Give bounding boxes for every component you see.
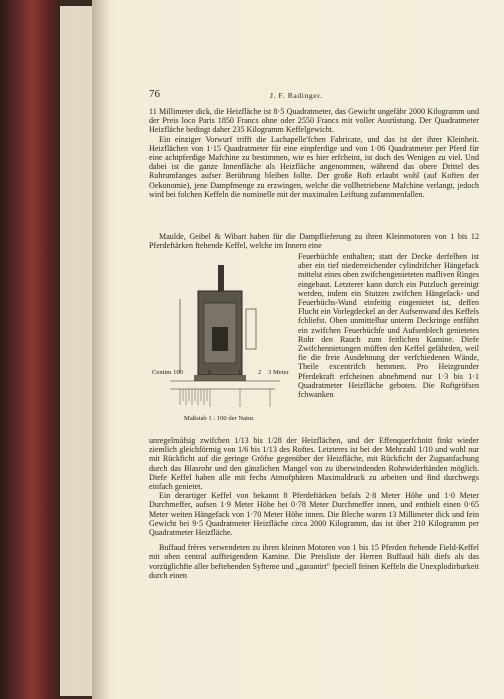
paragraph-6: Ein derartiger Keffel von bekannt 8 Pferdeftärken befafs 2·8 Meter Höhe und 1·0 Meter Durchmeffer, aufsen 1·9 Meter Höhe bei 0·78 Meter Durchmeffer innen, und enthielt einen 0·65 Meter weiten Hängefack von 1·70 Meter Höhe innen. Die Bleche waren 13 Millimeter dick und fein Gewicht bei 9·5 Quadratmeter Heizfläche circa 2000 Kilogramm, das ist über 210 Kilogramm per Quadratmeter Heizfläche. bbox=[149, 491, 479, 538]
paragraph-3: Maulde, Geibel & Wibart haben für die Dampflieferung zu ihren Kleinmotoren von 1 bis 12 Pferdeftärken ftehende Keffel, welche im Innern eine bbox=[149, 232, 479, 251]
paragraph-1: 11 Millimeter dick, die Heizfläche ist 8·5 Quadratmeter, das Gewicht ungefähr 2000 Kilogramm und der Preis loco Paris 1850 Francs ohne oder 2550 Francs mit voller Ausrüstung. Der Quadratmeter Heizfläche bedingt daher 235 Kilogramm Keffelgewicht. bbox=[149, 107, 479, 135]
gutter-shadow bbox=[92, 0, 110, 699]
scale-label-right: 3 Meter bbox=[268, 369, 289, 376]
scale-label-one: 1 bbox=[238, 369, 242, 376]
text-block-2 bbox=[149, 232, 479, 250]
text-block-1 bbox=[149, 107, 479, 199]
page-number: 76 bbox=[149, 88, 160, 100]
paragraph-7: Buffaud frères verwendeten zu ihren kleinen Motoren von 1 bis 15 Pferden ftehende Field-Keffel mit oben central auffteigendem Kamine. Die Preisliste der Herren Buffaud hält diefs als das vorzüglichfte aller beftehenden Syfteme und „garantirt" fpeciell feinen Keffeln die Unexplodirbarkeit durch einen bbox=[149, 543, 479, 580]
scale-label-left: Centim 100 bbox=[152, 369, 183, 376]
fire-door bbox=[212, 327, 228, 351]
boiler-figure bbox=[150, 255, 300, 427]
scale-label-zero: 0 bbox=[208, 369, 212, 376]
side-column bbox=[246, 309, 256, 349]
book-cover-edge bbox=[0, 0, 60, 699]
boiler-drawing bbox=[150, 255, 300, 427]
text-block-3 bbox=[149, 436, 479, 580]
scale-label-two: 2 bbox=[258, 369, 262, 376]
figure-caption: Maßstab 1 : 100 der Natur. bbox=[184, 415, 255, 422]
running-head: J. F. Radinger. bbox=[270, 91, 323, 100]
chimney bbox=[218, 265, 224, 291]
paragraph-4: Feuerbüchfe enthalten; statt der Decke derfelben ist aber ein tief niederreichender cylindrifcher Hängefack mittelst eines oben zwifchengenieteten mafliven Ringes eingebaut. Letzterer kann durch ein Putzloch gereinigt werden, indem ein Stutzen zwifchen Hängefack- und Feuerbüchs-Wand einfeitig eingenietet ist, deffen Flucht ein Vorlegdeckel an der Aufsenwand des Keffels fchliefst. Oben unmittelbar unterm Deckringe entführt ein zwifchen Feuerbüchfe und Aufsenblech genietetes Rohr den Rauch zum feitlichen Kamine. Diefe Zwifchennietungen müffen den Keffel gefährden, weil fie die freie Ausdehnung der verfchiedenen Wände, Theile excentrifch hemmen. Pro Heizgrunder Pferdekraft erfcheinen abnehmend nur 1·3 bis 1·1 Quadratmeter Heizfläche geboten. Die Roftgröfsen fchwanken bbox=[298, 252, 479, 400]
paragraph-2: Ein einziger Vorwurf trifft die Lachapelle'fchen Fabricate, und das ist der ihrer Kleinheit. Heizflächen von 1·15 Quadratmeter für eine einpferdige und von 1·06 Quadratmeter per Pferd für eine achtpferdige Mafchine zu bestimmen, wie es hier erfcheint, ist doch des Wenigen zu viel. Und dabei ist die ganze Innenfläche als Heizfläche angenommen, während das obere Drittel des Rohrumfanges aufser Berührung bleiben follte. Der große Roft erlaubt wohl (auf Koften der Oekonomie), jene Dampfmenge zu erzwingen, welche die vollbetriebene Mafchine verlangt, jedoch wird bei folchen Keffeln die nominelle mit der maximalen Leiftung zufammenfallen. bbox=[149, 134, 479, 199]
paragraph-5: unregelmäfsig zwifchen 1/13 bis 1/28 der Heizflächen, und der Effenquerfchnitt finkt wieder ziemlich gleichförmig von 1/6 bis 1/13 des Roftes. Letzteres ist bei der Mehrzahl 1/10 und wohl nur mit Rückficht auf die geringe Gröfse gegenüber der Heizfläche, mit Rückficht der Zugsanfachung durch das Blasrohr und den gänzlichen Mangel von zu überwindenden Rohrwiderftänden möglich. Diefe Keffel haben alle mit fechs Atmofphären Maximaldruck zu arbeiten und find durchwegs einfach genietet. bbox=[149, 436, 479, 492]
scale-ticks bbox=[180, 389, 270, 407]
text-column-right bbox=[298, 252, 479, 399]
